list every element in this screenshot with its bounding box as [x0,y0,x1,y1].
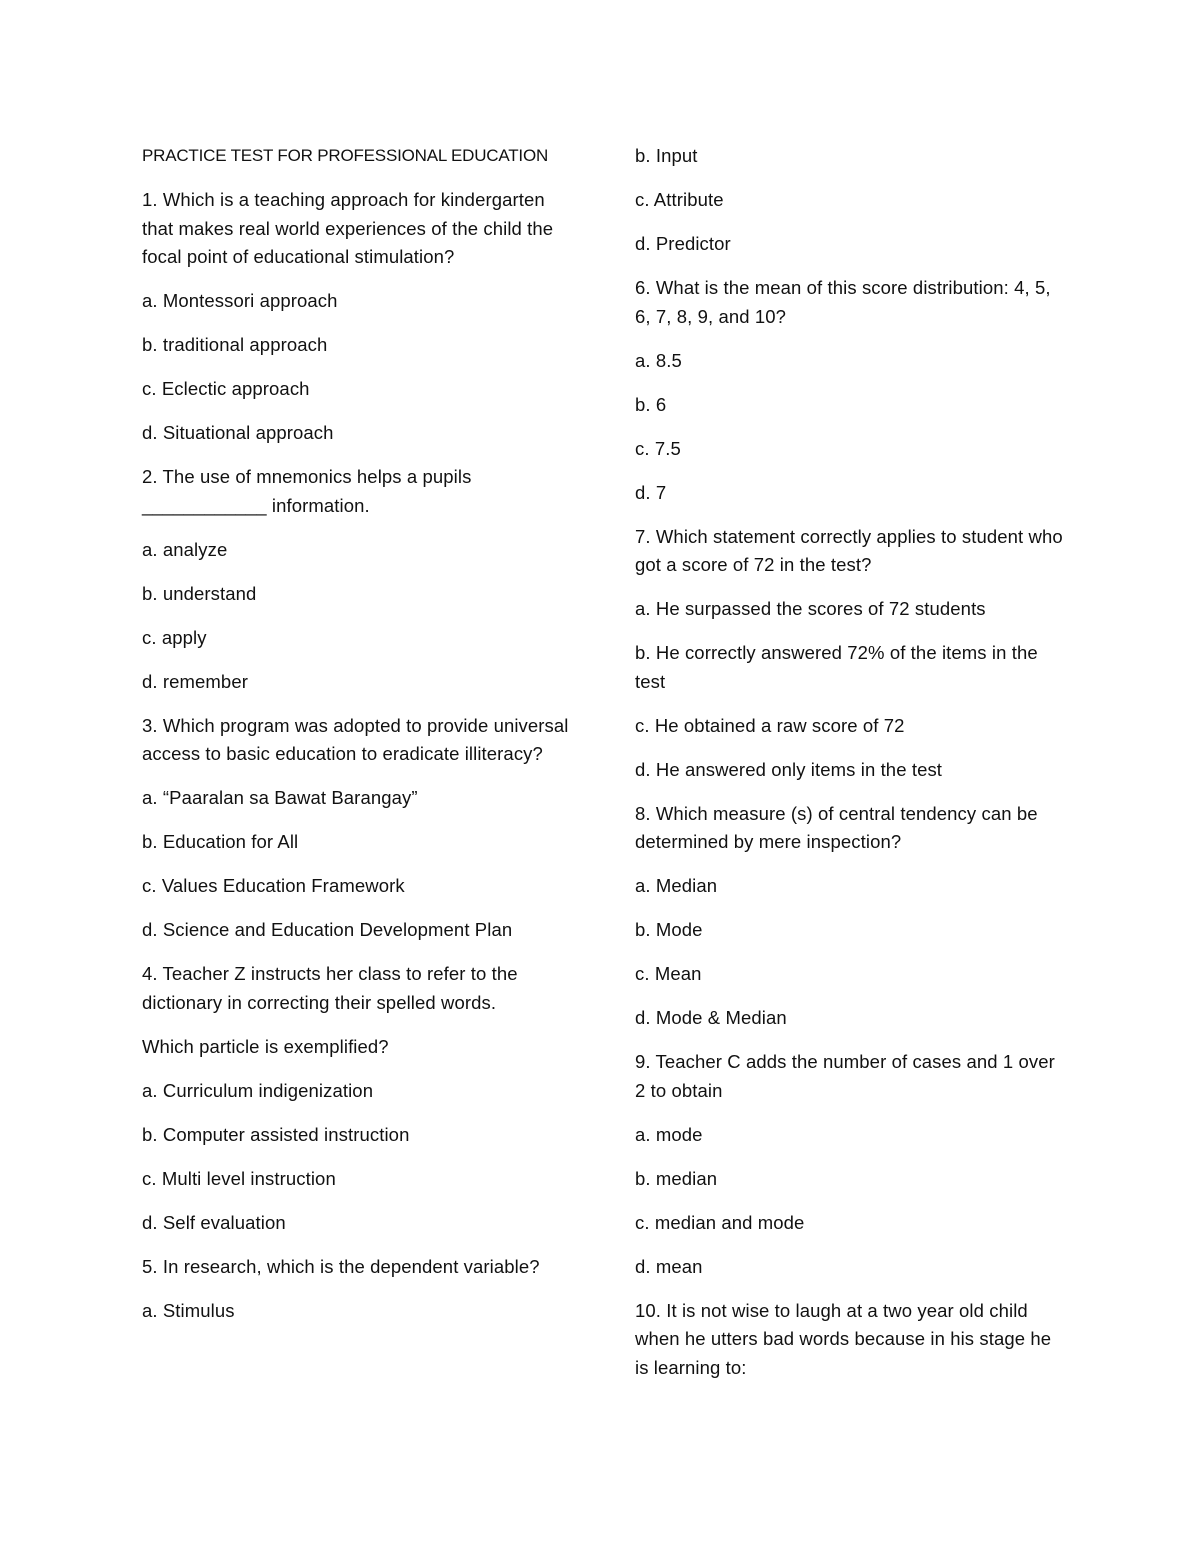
option-5a: a. Stimulus [142,1299,235,1321]
option-7c: c. He obtained a raw score of 72 [635,714,905,736]
option-7d: d. He answered only items in the test [635,758,943,780]
option-3c: c. Values Education Framework [142,875,405,896]
question-2: 2. The use of mnemonics helps a pupils ____________ information. [142,466,477,516]
option-2d: d. remember [142,670,248,692]
option-9c: c. median and mode [635,1211,805,1233]
option-4c: c. Multi level instruction [142,1167,336,1189]
option-5b: b. Input [635,145,698,166]
option-6d: d. 7 [635,481,667,503]
option-3d: d. Science and Education Development Plan [142,919,513,940]
option-2a: a. analyze [142,538,228,560]
option-5d: d. Predictor [635,233,731,254]
option-3a: a. “Paaralan sa Bawat Barangay” [142,787,418,808]
question-6: 6. What is the mean of this score distribution: 4, 5, 6, 7, 8, 9, and 10? [635,277,1056,327]
option-1c: c. Eclectic approach [142,378,310,399]
question-5: 5. In research, which is the dependent variable? [142,1255,540,1277]
option-4a: a. Curriculum indigenization [142,1079,374,1101]
question-1: 1. Which is a teaching approach for kindergarten that makes real world experiences of the child the focal point of educational stimulation? [142,189,559,267]
option-4d: d. Self evaluation [142,1211,286,1233]
option-6b: b. 6 [635,393,667,415]
option-8a: a. Median [635,875,718,896]
option-8b: b. Mode [635,919,703,940]
option-1b: b. traditional approach [142,334,328,355]
option-2c: c. apply [142,626,207,648]
option-2b: b. understand [142,582,257,604]
question-4: 4. Teacher Z instructs her class to refer to the dictionary in correcting their spelled words. [142,963,523,1013]
option-9a: a. mode [635,1123,703,1145]
option-5c: c. Attribute [635,189,724,210]
question-9: 9. Teacher C adds the number of cases and 1 over 2 to obtain [635,1051,1061,1101]
option-6a: a. 8.5 [635,349,682,371]
option-1d: d. Situational approach [142,422,334,443]
question-4-prompt: Which particle is exemplified? [142,1035,389,1057]
option-7a: a. He surpassed the scores of 72 students [635,598,986,619]
option-8d: d. Mode & Median [635,1007,787,1028]
left-column [142,142,572,1341]
page-title: PRACTICE TEST FOR PROFESSIONAL EDUCATION [142,146,549,165]
option-8c: c. Mean [635,963,702,984]
option-6c: c. 7.5 [635,437,681,459]
question-3: 3. Which program was adopted to provide universal access to basic education to eradicate illiteracy? [142,714,574,764]
right-column [635,142,1068,1398]
question-10: 10. It is not wise to laugh at a two year old child when he utters bad words because in his stage he is learning to: [635,1299,1057,1378]
option-9d: d. mean [635,1255,703,1277]
option-3b: b. Education for All [142,831,299,852]
option-7b: b. He correctly answered 72% of the items in the test [635,642,1043,692]
question-8: 8. Which measure (s) of central tendency can be determined by mere inspection? [635,802,1043,852]
option-9b: b. median [635,1167,718,1189]
option-1a: a. Montessori approach [142,290,338,311]
option-4b: b. Computer assisted instruction [142,1123,410,1145]
question-7: 7. Which statement correctly applies to student who got a score of 72 in the test? [635,525,1068,575]
